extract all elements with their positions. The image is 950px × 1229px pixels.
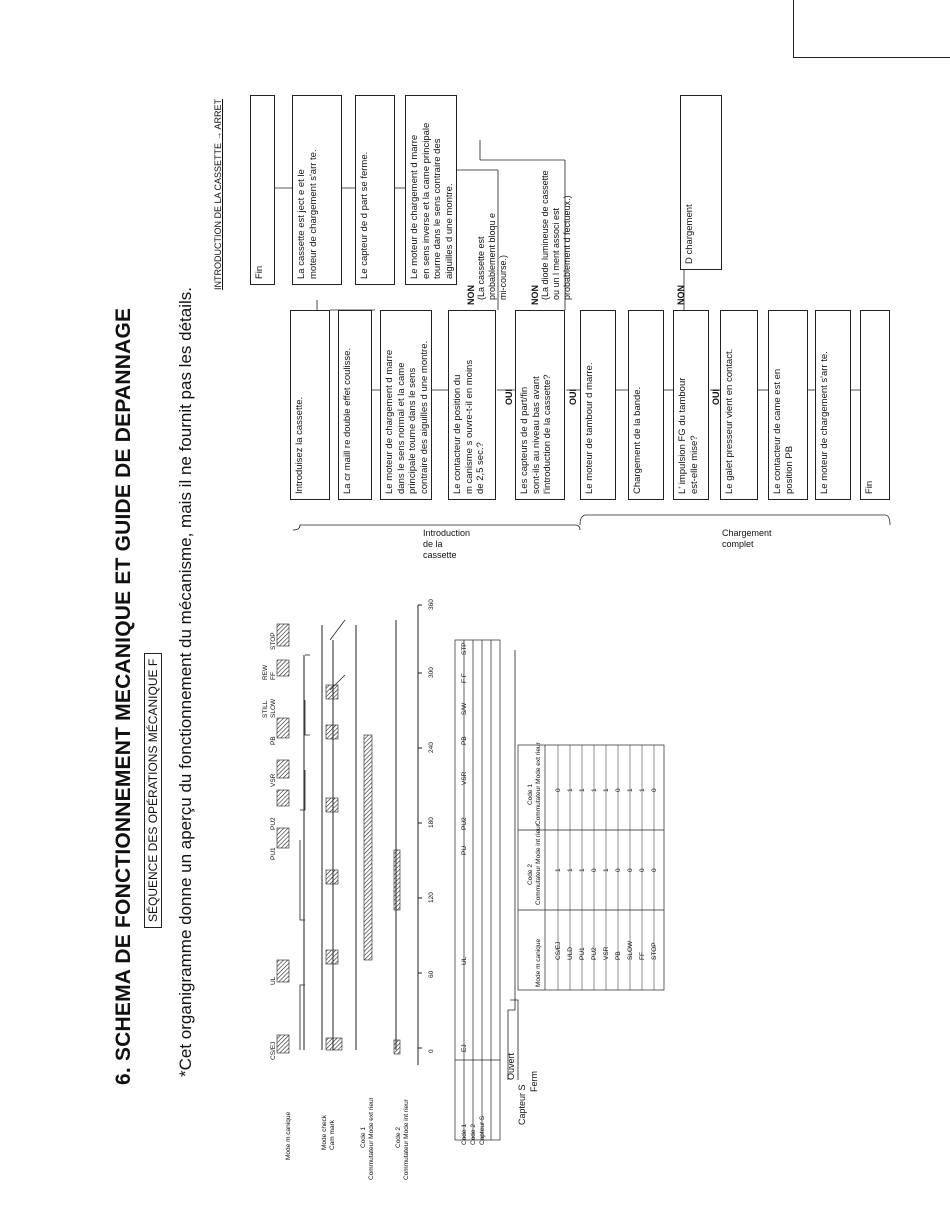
flow-side-step-4-text: Le moteur de chargement d marre en sens inverse et la came principale tourne dans le sens contraire des aiguilles d une montre. [409, 122, 455, 279]
flow-step-2-text: La cr maill re double effet coulisse. [342, 347, 353, 494]
capteur-ouvert: Ouvert [506, 1052, 516, 1080]
table-head-cell: PU2 [461, 817, 468, 830]
code-table-code1: 1 [603, 788, 610, 792]
flow-step-5-text: Les capteurs de d part/fin sont-ils au niveau bas avant l'introduction de la cassette? [519, 374, 553, 494]
table-row-code1: Code 1 [461, 1124, 468, 1145]
degree-label: 120 [428, 892, 435, 903]
degree-label: 300 [428, 667, 435, 678]
code-table-mode: VSR [603, 946, 610, 960]
group-chargement: Chargement complet [722, 528, 772, 549]
degree-label: 240 [428, 742, 435, 753]
code1-label: Code 1 [360, 1127, 367, 1148]
flow-step-8-text: L' impulsion FG du tambour est-elle mise? [677, 377, 700, 494]
flowchart-heading: INTRODUCTION DE LA CASSETTE → ARRET [213, 98, 223, 290]
intro-text: *Cet organigramme donne un aperçu du fonctionnement du mécanisme, mais il ne fournit pas les détails. [176, 287, 195, 1077]
table-head-cell: STP [461, 642, 468, 655]
table-head-cell: EJ [461, 1044, 468, 1052]
page-subtitle: SÉQUENCE DES OPÉRATIONS MÉCANIQUE F [144, 653, 162, 928]
degree-label: 180 [428, 817, 435, 828]
cam-mark-label: Cam mark [329, 1120, 336, 1150]
mode-check-label: Mode check [321, 1114, 328, 1150]
code-table-mode: CS/EJ [555, 941, 562, 960]
oui-label-2: OUI [568, 388, 578, 405]
non-label-1: NON [466, 285, 476, 305]
flow-step-9-text: Le galet presseur vient en contact. [724, 348, 735, 494]
table-head-cell: S/W [461, 702, 468, 715]
table-head-cell: UL [461, 956, 468, 965]
flow-step-1-text: Introduisez la cassette. [294, 396, 305, 494]
flow-step-11-text: Le moteur de chargement s'arr te. [819, 351, 830, 494]
code-table-code2: 0 [591, 868, 598, 872]
code-table-head-code2: Code 2 [527, 864, 534, 885]
code1-sub-label: Commutateur Mode ext rieur [368, 1097, 375, 1180]
non-label-3: NON [676, 285, 686, 305]
code-table-code2: 0 [615, 868, 622, 872]
code-table-head-code1: Code 1 [527, 784, 534, 805]
code-table-code1: 1 [591, 788, 598, 792]
capteur-label: Capteur S [517, 1084, 527, 1125]
mode-header-ul: UL [270, 976, 277, 985]
table-head-cell: PB [461, 736, 468, 745]
mode-header-pu1: PU1 [270, 847, 277, 860]
code-table-code2: 1 [555, 868, 562, 872]
oui-label-3: OUI [711, 388, 721, 405]
code-table-code1: 0 [651, 788, 658, 792]
code-table-code2: 1 [579, 868, 586, 872]
code2-label: Code 2 [395, 1127, 402, 1148]
code-table-code1: 1 [579, 788, 586, 792]
code-table-head-code1-sub: Commutateur Mode ext rieur [535, 742, 542, 825]
flow-step-12 [860, 310, 890, 500]
code-table-code2: 0 [639, 868, 646, 872]
mode-header-cs-ej: CS/EJ [270, 1041, 277, 1060]
flow-step-6-text: Le moteur de tambour d marre. [584, 362, 595, 494]
mode-header-stop: STOP [270, 632, 277, 650]
code-table-code2: 1 [567, 868, 574, 872]
code-table-head-mode: Mode m canique [535, 938, 542, 987]
mode-header-pu2: PU2 [270, 817, 277, 830]
flow-side-step-1 [250, 95, 275, 285]
capteur-ferme: Ferm [529, 1071, 539, 1092]
degree-label: 60 [428, 970, 435, 978]
page-title: 6. SCHEMA DE FONCTIONNEMENT MECANIQUE ET GUIDE DE DEPANNAGE [112, 307, 135, 1085]
code-table-mode: FF [639, 952, 646, 960]
table-row-capteur: Capteur S [479, 1115, 486, 1145]
flow-side-step-1-text: Fin [254, 265, 265, 279]
mode-label: Mode m canique [285, 1111, 292, 1160]
non-label-2: NON [530, 285, 540, 305]
code-table-code2: 1 [603, 868, 610, 872]
mode-header-ff: FF [270, 672, 277, 680]
mode-header-pb: PB [270, 736, 277, 745]
mode-header-slow: SLOW [270, 698, 277, 718]
code-table-code1: 1 [639, 788, 646, 792]
mode-header-vsr: VSR [270, 773, 277, 787]
table-row-code2: Code 2 [470, 1124, 477, 1145]
mode-header-still: STILL [262, 700, 269, 718]
code-table-code1: 1 [567, 788, 574, 792]
code-table-code1: 1 [627, 788, 634, 792]
oui-label-1: OUI [504, 388, 514, 405]
flow-step-3-text: Le moteur de chargement d marre dans le sens normal et la came principale tourne dans le sens contraire des aiguilles d une montre. [384, 340, 430, 494]
flow-step-7-text: Chargement de la bande. [632, 386, 643, 494]
code-table-code1: 0 [555, 788, 562, 792]
flow-side-step-2-text: La cassette est ject e et le moteur de chargement s'arr te. [296, 149, 319, 279]
code2-sub-label: Commutateur Mode int rieur [403, 1099, 410, 1180]
note-cassette-bloquee: (La cassette est probablement bloqu e mi-course.) [476, 212, 508, 300]
degree-label: 0 [428, 1049, 435, 1053]
code-table-mode: SLOW [627, 940, 634, 960]
dechargement-box-text: D chargement [684, 204, 695, 264]
flow-step-10-text: Le contacteur de came est en position PB [772, 368, 795, 494]
code-table-mode: PU1 [579, 947, 586, 960]
table-head-cell: PU [461, 845, 468, 855]
code-table-code1: 0 [615, 788, 622, 792]
flow-step-12-text: Fin [864, 480, 875, 494]
code-table-mode: PB [615, 951, 622, 960]
code-table-mode: ULD [567, 946, 574, 960]
code-table-head-code2-sub: Commutateur Mode int rieur [535, 824, 542, 905]
degree-label: 360 [428, 599, 435, 610]
flow-side-step-3-text: Le capteur de d part se ferme. [359, 151, 370, 279]
table-head-cell: F F [461, 673, 468, 683]
flow-step-4-text: Le contacteur de position du m canisme s ouvre-t-il en moins de 2,5 sec.? [452, 359, 486, 494]
code-table-code2: 0 [627, 868, 634, 872]
note-diode-defectueuse: (La diode lumineuse de cassette ou un l ment associ est probablement d fectueux.) [540, 170, 572, 300]
table-head-cell: VSR [461, 771, 468, 785]
code-table-mode: PU2 [591, 947, 598, 960]
code-table-mode: STOP [651, 942, 658, 960]
group-introduction: Introduction de la cassette [423, 528, 471, 560]
code-table-code2: 0 [651, 868, 658, 872]
mode-header-rew: REW [262, 664, 269, 680]
